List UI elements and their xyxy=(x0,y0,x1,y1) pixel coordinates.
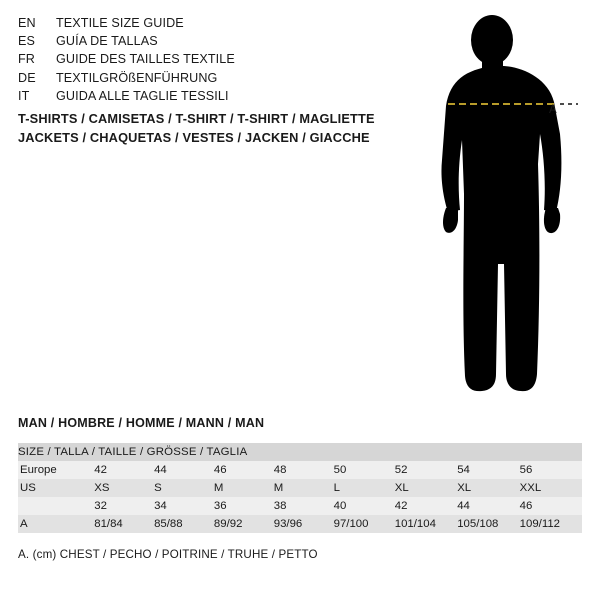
cell-numeric-2: 34 xyxy=(154,497,214,515)
row-label-a: A xyxy=(18,515,94,533)
cell-a-8: 109/112 xyxy=(520,515,582,533)
cell-numeric-1: 32 xyxy=(94,497,154,515)
language-title: TEXTILE SIZE GUIDE xyxy=(56,16,184,30)
cell-europe-1: 42 xyxy=(94,461,154,479)
cell-numeric-5: 40 xyxy=(334,497,395,515)
row-label-numeric xyxy=(18,497,94,515)
footnote-chest: A. (cm) CHEST / PECHO / POITRINE / TRUHE / PETTO xyxy=(18,548,318,561)
cell-a-6: 101/104 xyxy=(395,515,457,533)
row-label-us: US xyxy=(18,479,94,497)
cell-us-1: XS xyxy=(94,479,154,497)
table-row xyxy=(18,497,582,515)
cell-numeric-6: 42 xyxy=(395,497,457,515)
table-title-man: MAN / HOMBRE / HOMME / MANN / MAN xyxy=(18,416,265,430)
cell-europe-4: 48 xyxy=(274,461,334,479)
language-row xyxy=(18,52,358,70)
cell-numeric-3: 36 xyxy=(214,497,274,515)
cell-numeric-8: 46 xyxy=(520,497,582,515)
cell-europe-8: 56 xyxy=(520,461,582,479)
cell-a-7: 105/108 xyxy=(457,515,519,533)
cell-europe-3: 46 xyxy=(214,461,274,479)
category-list xyxy=(18,111,378,149)
language-title: GUIDA ALLE TAGLIE TESSILI xyxy=(56,88,229,103)
language-row xyxy=(18,16,358,34)
language-row xyxy=(18,71,358,89)
cell-us-6: XL xyxy=(395,479,457,497)
table-header-row xyxy=(18,443,582,461)
cell-us-5: L xyxy=(334,479,395,497)
language-row xyxy=(18,89,358,107)
cell-a-4: 93/96 xyxy=(274,515,334,533)
language-list xyxy=(18,16,358,107)
size-table xyxy=(18,443,582,533)
cell-europe-7: 54 xyxy=(457,461,519,479)
category-jackets: JACKETS / CHAQUETAS / VESTES / JACKEN / GIACCHE xyxy=(18,130,370,145)
table-row xyxy=(18,515,582,533)
cell-europe-2: 44 xyxy=(154,461,214,479)
table-row xyxy=(18,479,582,497)
language-code: DE xyxy=(18,70,36,85)
table-row xyxy=(18,461,582,479)
cell-a-1: 81/84 xyxy=(94,515,154,533)
category-tshirts: T-SHIRTS / CAMISETAS / T-SHIRT / T-SHIRT / MAGLIETTE xyxy=(18,111,375,126)
language-code: IT xyxy=(18,88,30,103)
cell-a-3: 89/92 xyxy=(214,515,274,533)
language-title: TEXTILGRÖßENFÜHRUNG xyxy=(56,70,218,85)
measure-label-a: A xyxy=(549,104,558,116)
language-code: EN xyxy=(18,16,36,30)
cell-numeric-7: 44 xyxy=(457,497,519,515)
cell-numeric-4: 38 xyxy=(274,497,334,515)
cell-us-8: XXL xyxy=(520,479,582,497)
male-silhouette-figure xyxy=(420,14,590,404)
row-label-europe: Europe xyxy=(18,461,94,479)
cell-a-5: 97/100 xyxy=(334,515,395,533)
cell-us-3: M xyxy=(214,479,274,497)
cell-us-7: XL xyxy=(457,479,519,497)
cell-europe-5: 50 xyxy=(334,461,395,479)
language-title: GUIDE DES TAILLES TEXTILE xyxy=(56,52,235,67)
cell-us-2: S xyxy=(154,479,214,497)
language-row xyxy=(18,34,358,52)
language-title: GUÍA DE TALLAS xyxy=(56,34,158,49)
language-code: ES xyxy=(18,34,35,49)
cell-a-2: 85/88 xyxy=(154,515,214,533)
table-header-label: SIZE / TALLA / TAILLE / GRÖSSE / TAGLIA xyxy=(18,443,582,461)
silhouette-icon xyxy=(420,14,590,404)
language-code: FR xyxy=(18,52,35,67)
cell-europe-6: 52 xyxy=(395,461,457,479)
cell-us-4: M xyxy=(274,479,334,497)
